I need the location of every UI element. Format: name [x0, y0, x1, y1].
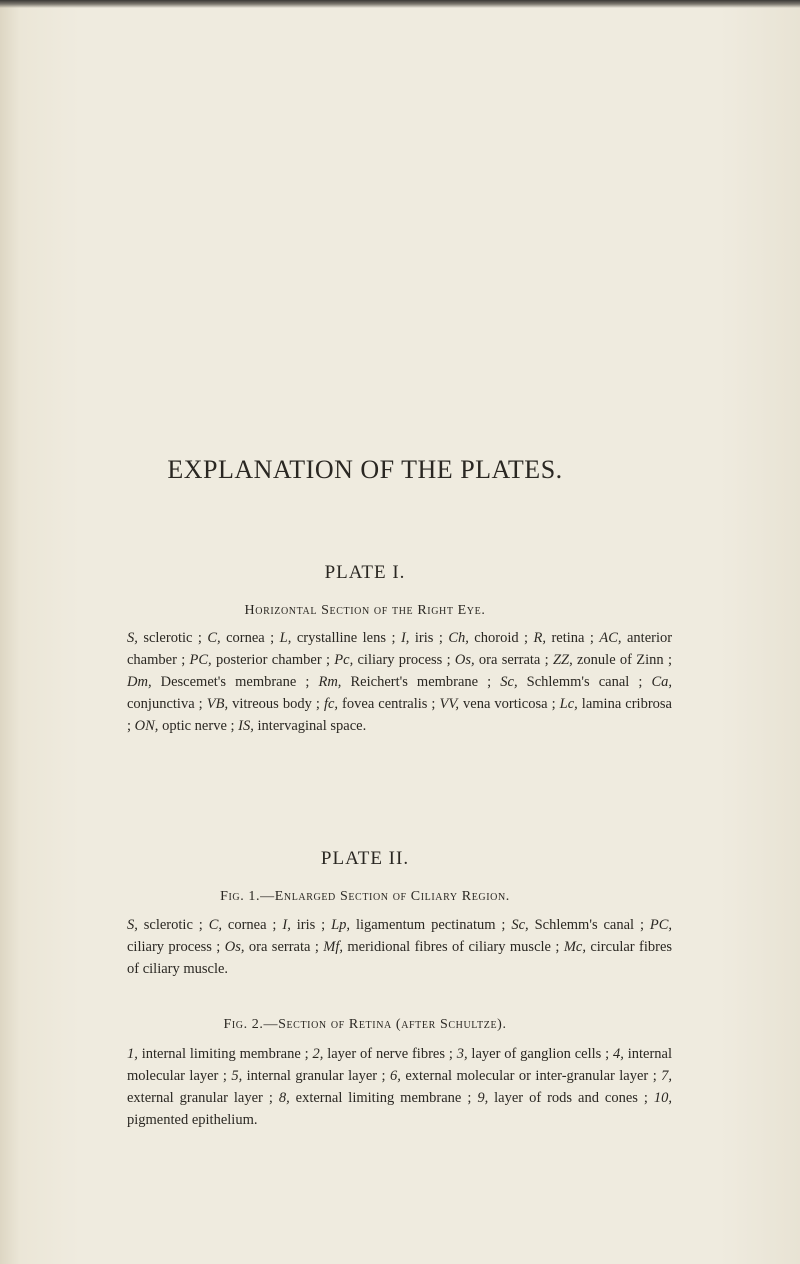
- legend-abbreviation: Sc,: [511, 917, 529, 933]
- legend-abbreviation: 6,: [390, 1068, 401, 1084]
- legend-abbreviation: PC,: [649, 917, 673, 933]
- legend-abbreviation: Rm,: [318, 674, 342, 690]
- legend-entry: [390, 1068, 657, 1084]
- legend-entry: [477, 1090, 648, 1106]
- legend-abbreviation: VV,: [439, 696, 459, 712]
- legend-abbreviation: Lp,: [331, 917, 351, 933]
- legend-abbreviation: Os,: [224, 939, 245, 955]
- legend-entry: [324, 696, 436, 712]
- legend-description: zonule of Zinn ;: [572, 652, 672, 668]
- legend-abbreviation: Ca,: [651, 674, 673, 690]
- legend-entry: [500, 674, 642, 690]
- legend-entry: [207, 696, 320, 712]
- legend-entry: [127, 674, 309, 690]
- legend-entry: [127, 917, 203, 933]
- legend-entry: [225, 939, 319, 955]
- legend-abbreviation: 9,: [477, 1090, 489, 1106]
- legend-entry: [440, 696, 556, 712]
- legend-entry: [553, 652, 672, 668]
- legend-abbreviation: Ch,: [448, 630, 469, 646]
- main-heading: EXPLANATION OF THE PLATES.: [167, 455, 563, 484]
- legend-entry: [331, 917, 505, 933]
- legend-entry: [401, 630, 443, 646]
- legend-description: lamina cribrosa ;: [127, 696, 672, 734]
- legend-abbreviation: 4,: [613, 1046, 624, 1062]
- legend-abbreviation: Dm,: [127, 674, 152, 690]
- legend-entry: [323, 939, 559, 955]
- legend-abbreviation: 8,: [278, 1090, 290, 1106]
- legend-description: ora serrata ;: [244, 939, 319, 955]
- legend-abbreviation: Mf,: [323, 939, 343, 955]
- legend-description: layer of nerve fibres ;: [323, 1046, 453, 1062]
- legend-abbreviation: 3,: [456, 1046, 468, 1062]
- legend-abbreviation: AC,: [599, 630, 622, 646]
- legend-abbreviation: 7,: [661, 1068, 673, 1084]
- legend-description: ligamentum pectinatum ;: [350, 917, 506, 933]
- legend-description: ora serrata ;: [474, 652, 549, 668]
- plate-1-title: PLATE I.: [324, 562, 406, 583]
- legend-description: external limiting membrane ;: [289, 1090, 472, 1106]
- legend-description: vena vorticosa ;: [458, 696, 556, 712]
- legend-entry: [209, 917, 277, 933]
- plate-2-title: PLATE II.: [320, 848, 410, 869]
- legend-description: intervaginal space.: [253, 718, 367, 734]
- legend-abbreviation: Os,: [454, 652, 475, 668]
- legend-entry: [231, 1068, 385, 1084]
- legend-entry: [127, 1046, 309, 1062]
- legend-description: Schlemm's canal ;: [517, 674, 643, 690]
- legend-entry: [238, 718, 366, 734]
- legend-description: crystalline lens ;: [291, 630, 396, 646]
- plate-1-subtitle: Horizontal Section of the Right Eye.: [244, 603, 486, 618]
- legend-description: pigmented epithelium.: [127, 1112, 258, 1128]
- legend-description: layer of rods and cones ;: [488, 1090, 648, 1106]
- legend-description: vitreous body ;: [228, 696, 320, 712]
- legend-description: iris ;: [290, 917, 326, 933]
- legend-abbreviation: 10,: [653, 1090, 672, 1106]
- legend-abbreviation: C,: [208, 917, 223, 933]
- legend-abbreviation: 5,: [231, 1068, 243, 1084]
- legend-abbreviation: C,: [207, 630, 221, 646]
- legend-description: iris ;: [409, 630, 443, 646]
- legend-abbreviation: VB,: [206, 696, 229, 712]
- legend-abbreviation: I,: [282, 917, 291, 933]
- legend-abbreviation: fc,: [323, 696, 339, 712]
- legend-description: circular fibres of ciliary muscle.: [127, 939, 673, 977]
- legend-description: fovea centralis ;: [338, 696, 436, 712]
- legend-entry: [279, 1090, 472, 1106]
- legend-entry: [455, 652, 549, 668]
- plate-1-legend: [127, 627, 672, 737]
- legend-entry: [313, 1046, 453, 1062]
- legend-description: choroid ;: [468, 630, 529, 646]
- legend-entry: [282, 917, 325, 933]
- legend-entry: [334, 652, 450, 668]
- legend-description: internal molecular layer ;: [127, 1046, 673, 1084]
- legend-abbreviation: IS,: [238, 718, 254, 734]
- legend-description: Descemet's membrane ;: [151, 674, 310, 690]
- legend-abbreviation: R,: [533, 630, 547, 646]
- legend-entry: [511, 917, 644, 933]
- legend-entry: [457, 1046, 609, 1062]
- legend-description: Schlemm's canal ;: [528, 917, 644, 933]
- plate-2-fig-2-subtitle: Fig. 2.—Section of Retina (after Schultze).: [223, 1017, 507, 1032]
- legend-abbreviation: PC,: [189, 652, 212, 668]
- legend-description: anterior chamber ;: [127, 630, 673, 668]
- legend-description: ciliary process ;: [127, 939, 221, 955]
- legend-abbreviation: L,: [279, 630, 292, 646]
- legend-abbreviation: I,: [400, 630, 410, 646]
- legend-abbreviation: ZZ,: [552, 652, 573, 668]
- legend-description: meridional fibres of ciliary muscle ;: [343, 939, 560, 955]
- legend-abbreviation: S,: [127, 630, 138, 646]
- legend-abbreviation: S,: [127, 917, 138, 933]
- plate-2-fig-1-subtitle: Fig. 1.—Enlarged Section of Ciliary Region.: [220, 889, 510, 904]
- plate-2-fig-2-legend: [127, 1043, 672, 1131]
- legend-abbreviation: 2,: [312, 1046, 324, 1062]
- plate-2-fig-1-legend: [127, 914, 672, 980]
- legend-entry: [448, 630, 528, 646]
- legend-description: ciliary process ;: [353, 652, 451, 668]
- legend-description: conjunctiva ;: [127, 696, 203, 712]
- legend-description: Reichert's membrane ;: [341, 674, 492, 690]
- legend-description: layer of ganglion cells ;: [467, 1046, 610, 1062]
- legend-entry: [190, 652, 330, 668]
- legend-description: cornea ;: [220, 630, 275, 646]
- legend-abbreviation: Pc,: [334, 652, 354, 668]
- legend-entry: [534, 630, 594, 646]
- legend-abbreviation: Lc,: [559, 696, 578, 712]
- legend-entry: [207, 630, 274, 646]
- legend-description: external granular layer ;: [127, 1090, 273, 1106]
- legend-description: external molecular or inter-granular layer ;: [400, 1068, 657, 1084]
- legend-description: internal limiting membrane ;: [137, 1046, 309, 1062]
- legend-entry: [280, 630, 396, 646]
- legend-entry: [135, 718, 235, 734]
- legend-description: cornea ;: [222, 917, 277, 933]
- legend-description: optic nerve ;: [158, 718, 235, 734]
- legend-abbreviation: ON,: [134, 718, 159, 734]
- legend-description: sclerotic ;: [137, 917, 203, 933]
- legend-description: sclerotic ;: [137, 630, 202, 646]
- legend-entry: [127, 630, 202, 646]
- legend-abbreviation: Sc,: [500, 674, 518, 690]
- legend-abbreviation: Mc,: [563, 939, 586, 955]
- page-top-edge: [0, 0, 800, 8]
- legend-description: internal granular layer ;: [242, 1068, 386, 1084]
- legend-entry: [318, 674, 491, 690]
- legend-description: posterior chamber ;: [211, 652, 330, 668]
- legend-description: retina ;: [546, 630, 594, 646]
- legend-abbreviation: 1,: [127, 1046, 138, 1062]
